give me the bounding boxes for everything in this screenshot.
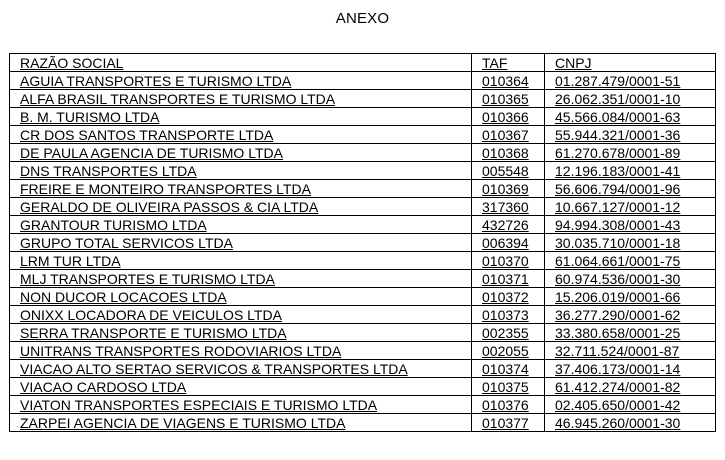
taf-cell: 010375 xyxy=(472,378,545,396)
razao-social-cell: ALFA BRASIL TRANSPORTES E TURISMO LTDA xyxy=(10,90,472,108)
header-cnpj: CNPJ xyxy=(545,54,716,72)
table-row xyxy=(10,306,716,324)
taf-cell: 010372 xyxy=(472,288,545,306)
cnpj-cell: 61.064.661/0001-75 xyxy=(545,252,716,270)
razao-social-cell: AGUIA TRANSPORTES E TURISMO LTDA xyxy=(10,72,472,90)
cnpj-cell: 32.711.524/0001-87 xyxy=(545,342,716,360)
table-row xyxy=(10,162,716,180)
cnpj-cell: 94.994.308/0001-43 xyxy=(545,216,716,234)
companies-table xyxy=(9,53,716,432)
cnpj-cell: 33.380.658/0001-25 xyxy=(545,324,716,342)
razao-social-cell: VIATON TRANSPORTES ESPECIAIS E TURISMO LTDA xyxy=(10,396,472,414)
razao-social-cell: NON DUCOR LOCACOES LTDA xyxy=(10,288,472,306)
cnpj-cell: 12.196.183/0001-41 xyxy=(545,162,716,180)
cnpj-cell: 45.566.084/0001-63 xyxy=(545,108,716,126)
taf-cell: 010370 xyxy=(472,252,545,270)
table-row xyxy=(10,342,716,360)
cnpj-cell: 15.206.019/0001-66 xyxy=(545,288,716,306)
razao-social-cell: GRANTOUR TURISMO LTDA xyxy=(10,216,472,234)
razao-social-cell: LRM TUR LTDA xyxy=(10,252,472,270)
header-razao-social: RAZÃO SOCIAL xyxy=(10,54,472,72)
cnpj-cell: 37.406.173/0001-14 xyxy=(545,360,716,378)
table-row xyxy=(10,72,716,90)
taf-cell: 432726 xyxy=(472,216,545,234)
taf-cell: 002055 xyxy=(472,342,545,360)
cnpj-cell: 01.287.479/0001-51 xyxy=(545,72,716,90)
table-row xyxy=(10,324,716,342)
razao-social-cell: DE PAULA AGENCIA DE TURISMO LTDA xyxy=(10,144,472,162)
taf-cell: 317360 xyxy=(472,198,545,216)
cnpj-cell: 46.945.260/0001-30 xyxy=(545,414,716,432)
table-row xyxy=(10,198,716,216)
taf-cell: 010377 xyxy=(472,414,545,432)
razao-social-cell: DNS TRANSPORTES LTDA xyxy=(10,162,472,180)
table-row xyxy=(10,396,716,414)
cnpj-cell: 02.405.650/0001-42 xyxy=(545,396,716,414)
table-row xyxy=(10,144,716,162)
razao-social-cell: SERRA TRANSPORTE E TURISMO LTDA xyxy=(10,324,472,342)
cnpj-cell: 10.667.127/0001-12 xyxy=(545,198,716,216)
table-row xyxy=(10,216,716,234)
taf-cell: 010366 xyxy=(472,108,545,126)
taf-cell: 010373 xyxy=(472,306,545,324)
table-row xyxy=(10,126,716,144)
razao-social-cell: B. M. TURISMO LTDA xyxy=(10,108,472,126)
razao-social-cell: GERALDO DE OLIVEIRA PASSOS & CIA LTDA xyxy=(10,198,472,216)
taf-cell: 010368 xyxy=(472,144,545,162)
taf-cell: 010364 xyxy=(472,72,545,90)
table-row xyxy=(10,234,716,252)
table-header-row xyxy=(10,54,716,72)
taf-cell: 005548 xyxy=(472,162,545,180)
table-row xyxy=(10,90,716,108)
razao-social-cell: ONIXX LOCADORA DE VEICULOS LTDA xyxy=(10,306,472,324)
taf-cell: 006394 xyxy=(472,234,545,252)
taf-cell: 002355 xyxy=(472,324,545,342)
table-row xyxy=(10,378,716,396)
cnpj-cell: 55.944.321/0001-36 xyxy=(545,126,716,144)
razao-social-cell: CR DOS SANTOS TRANSPORTE LTDA xyxy=(10,126,472,144)
cnpj-cell: 61.270.678/0001-89 xyxy=(545,144,716,162)
table-row xyxy=(10,270,716,288)
cnpj-cell: 60.974.536/0001-30 xyxy=(545,270,716,288)
taf-cell: 010365 xyxy=(472,90,545,108)
razao-social-cell: VIACAO ALTO SERTAO SERVICOS & TRANSPORTES LTDA xyxy=(10,360,472,378)
page-title: ANEXO xyxy=(335,10,390,27)
header-taf: TAF xyxy=(472,54,545,72)
cnpj-cell: 30.035.710/0001-18 xyxy=(545,234,716,252)
razao-social-cell: VIACAO CARDOSO LTDA xyxy=(10,378,472,396)
taf-cell: 010376 xyxy=(472,396,545,414)
table-row xyxy=(10,252,716,270)
table-row xyxy=(10,108,716,126)
razao-social-cell: UNITRANS TRANSPORTES RODOVIARIOS LTDA xyxy=(10,342,472,360)
taf-cell: 010369 xyxy=(472,180,545,198)
razao-social-cell: MLJ TRANSPORTES E TURISMO LTDA xyxy=(10,270,472,288)
cnpj-cell: 56.606.794/0001-96 xyxy=(545,180,716,198)
cnpj-cell: 61.412.274/0001-82 xyxy=(545,378,716,396)
taf-cell: 010371 xyxy=(472,270,545,288)
table-row xyxy=(10,180,716,198)
table-row xyxy=(10,360,716,378)
taf-cell: 010374 xyxy=(472,360,545,378)
cnpj-cell: 26.062.351/0001-10 xyxy=(545,90,716,108)
razao-social-cell: FREIRE E MONTEIRO TRANSPORTES LTDA xyxy=(10,180,472,198)
table-row xyxy=(10,414,716,432)
cnpj-cell: 36.277.290/0001-62 xyxy=(545,306,716,324)
taf-cell: 010367 xyxy=(472,126,545,144)
razao-social-cell: ZARPEI AGENCIA DE VIAGENS E TURISMO LTDA xyxy=(10,414,472,432)
table-row xyxy=(10,288,716,306)
razao-social-cell: GRUPO TOTAL SERVICOS LTDA xyxy=(10,234,472,252)
